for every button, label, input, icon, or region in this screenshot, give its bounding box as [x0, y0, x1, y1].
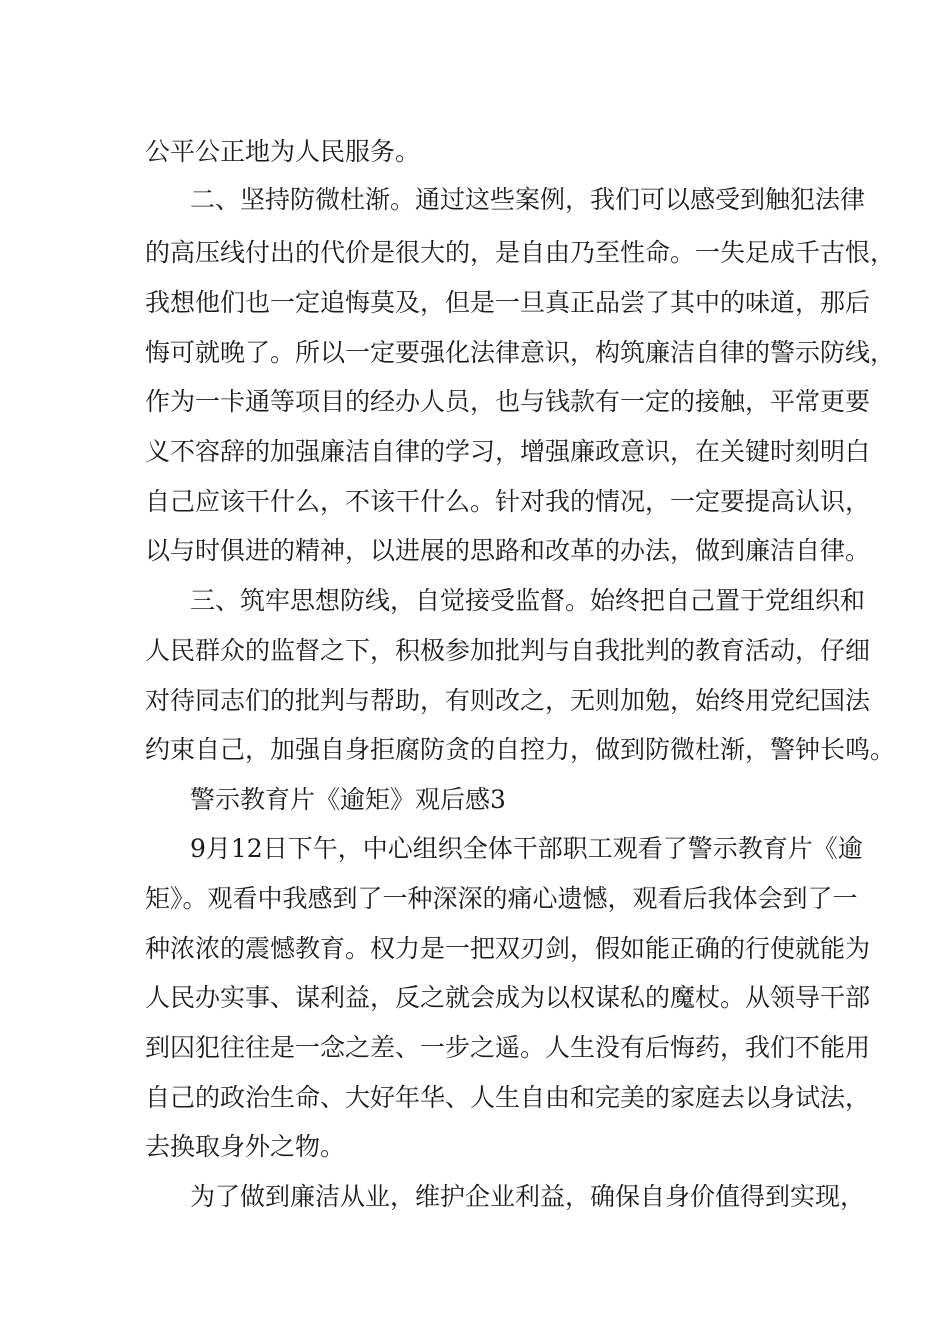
text-line: 自己的政治生命、大好年华、人生自由和完美的家庭去以身试法，: [145, 1083, 871, 1112]
text-line: 为了做到廉洁从业，维护企业利益，确保自身价值得到实现，: [190, 1182, 866, 1211]
text-line: 矩》。观看中我感到了一种深深的痛心遗憾，观看后我体会到了一: [145, 884, 858, 913]
text-line: 种浓浓的震憾教育。权力是一把双刃剑，假如能正确的行使就能为: [145, 934, 871, 963]
text-line: 自己应该干什么，不该干什么。针对我的情况，一定要提高认识，: [145, 487, 871, 516]
text-line: 义不容辞的加强廉洁自律的学习，增强廉政意识，在关键时刻明白: [145, 437, 871, 466]
text-line: 约束自己，加强自身拒腐防贪的自控力，做到防微杜渐，警钟长鸣。: [145, 735, 896, 764]
text-line: 9月12日下午，中心组织全体干部职工观看了警示教育片《逾: [190, 834, 863, 863]
text-line: 公平公正地为人民服务。: [145, 137, 421, 166]
section-heading: 警示教育片《逾矩》观后感3: [190, 785, 506, 814]
text-line: 人民办实事、谋利益，反之就会成为以权谋私的魔杖。从领导干部: [145, 983, 871, 1012]
text-line: 到囚犯往往是一念之差、一步之遥。人生没有后悔药，我们不能用: [145, 1033, 871, 1062]
text-line: 以与时俱进的精神，以进展的思路和改革的办法，做到廉洁自律。: [145, 536, 871, 565]
text-line: 三、筑牢思想防线，自觉接受监督。始终把自己置于党组织和: [190, 586, 866, 615]
text-line: 作为一卡通等项目的经办人员，也与钱款有一定的接触，平常更要: [145, 387, 871, 416]
text-line: 人民群众的监督之下，积极参加批判与自我批判的教育活动，仔细: [145, 636, 871, 665]
text-line: 的高压线付出的代价是很大的，是自由乃至性命。一失足成千古恨，: [145, 238, 896, 267]
text-line: 悔可就晚了。所以一定要强化法律意识，构筑廉洁自律的警示防线，: [145, 338, 896, 367]
text-line: 去换取身外之物。: [145, 1132, 346, 1161]
text-line: 我想他们也一定追悔莫及，但是一旦真正品尝了其中的味道，那后: [145, 288, 871, 317]
text-line: 对待同志们的批判与帮助，有则改之，无则加勉，始终用党纪国法: [145, 686, 871, 715]
text-line: 二、坚持防微杜渐。通过这些案例，我们可以感受到触犯法律: [190, 185, 866, 214]
